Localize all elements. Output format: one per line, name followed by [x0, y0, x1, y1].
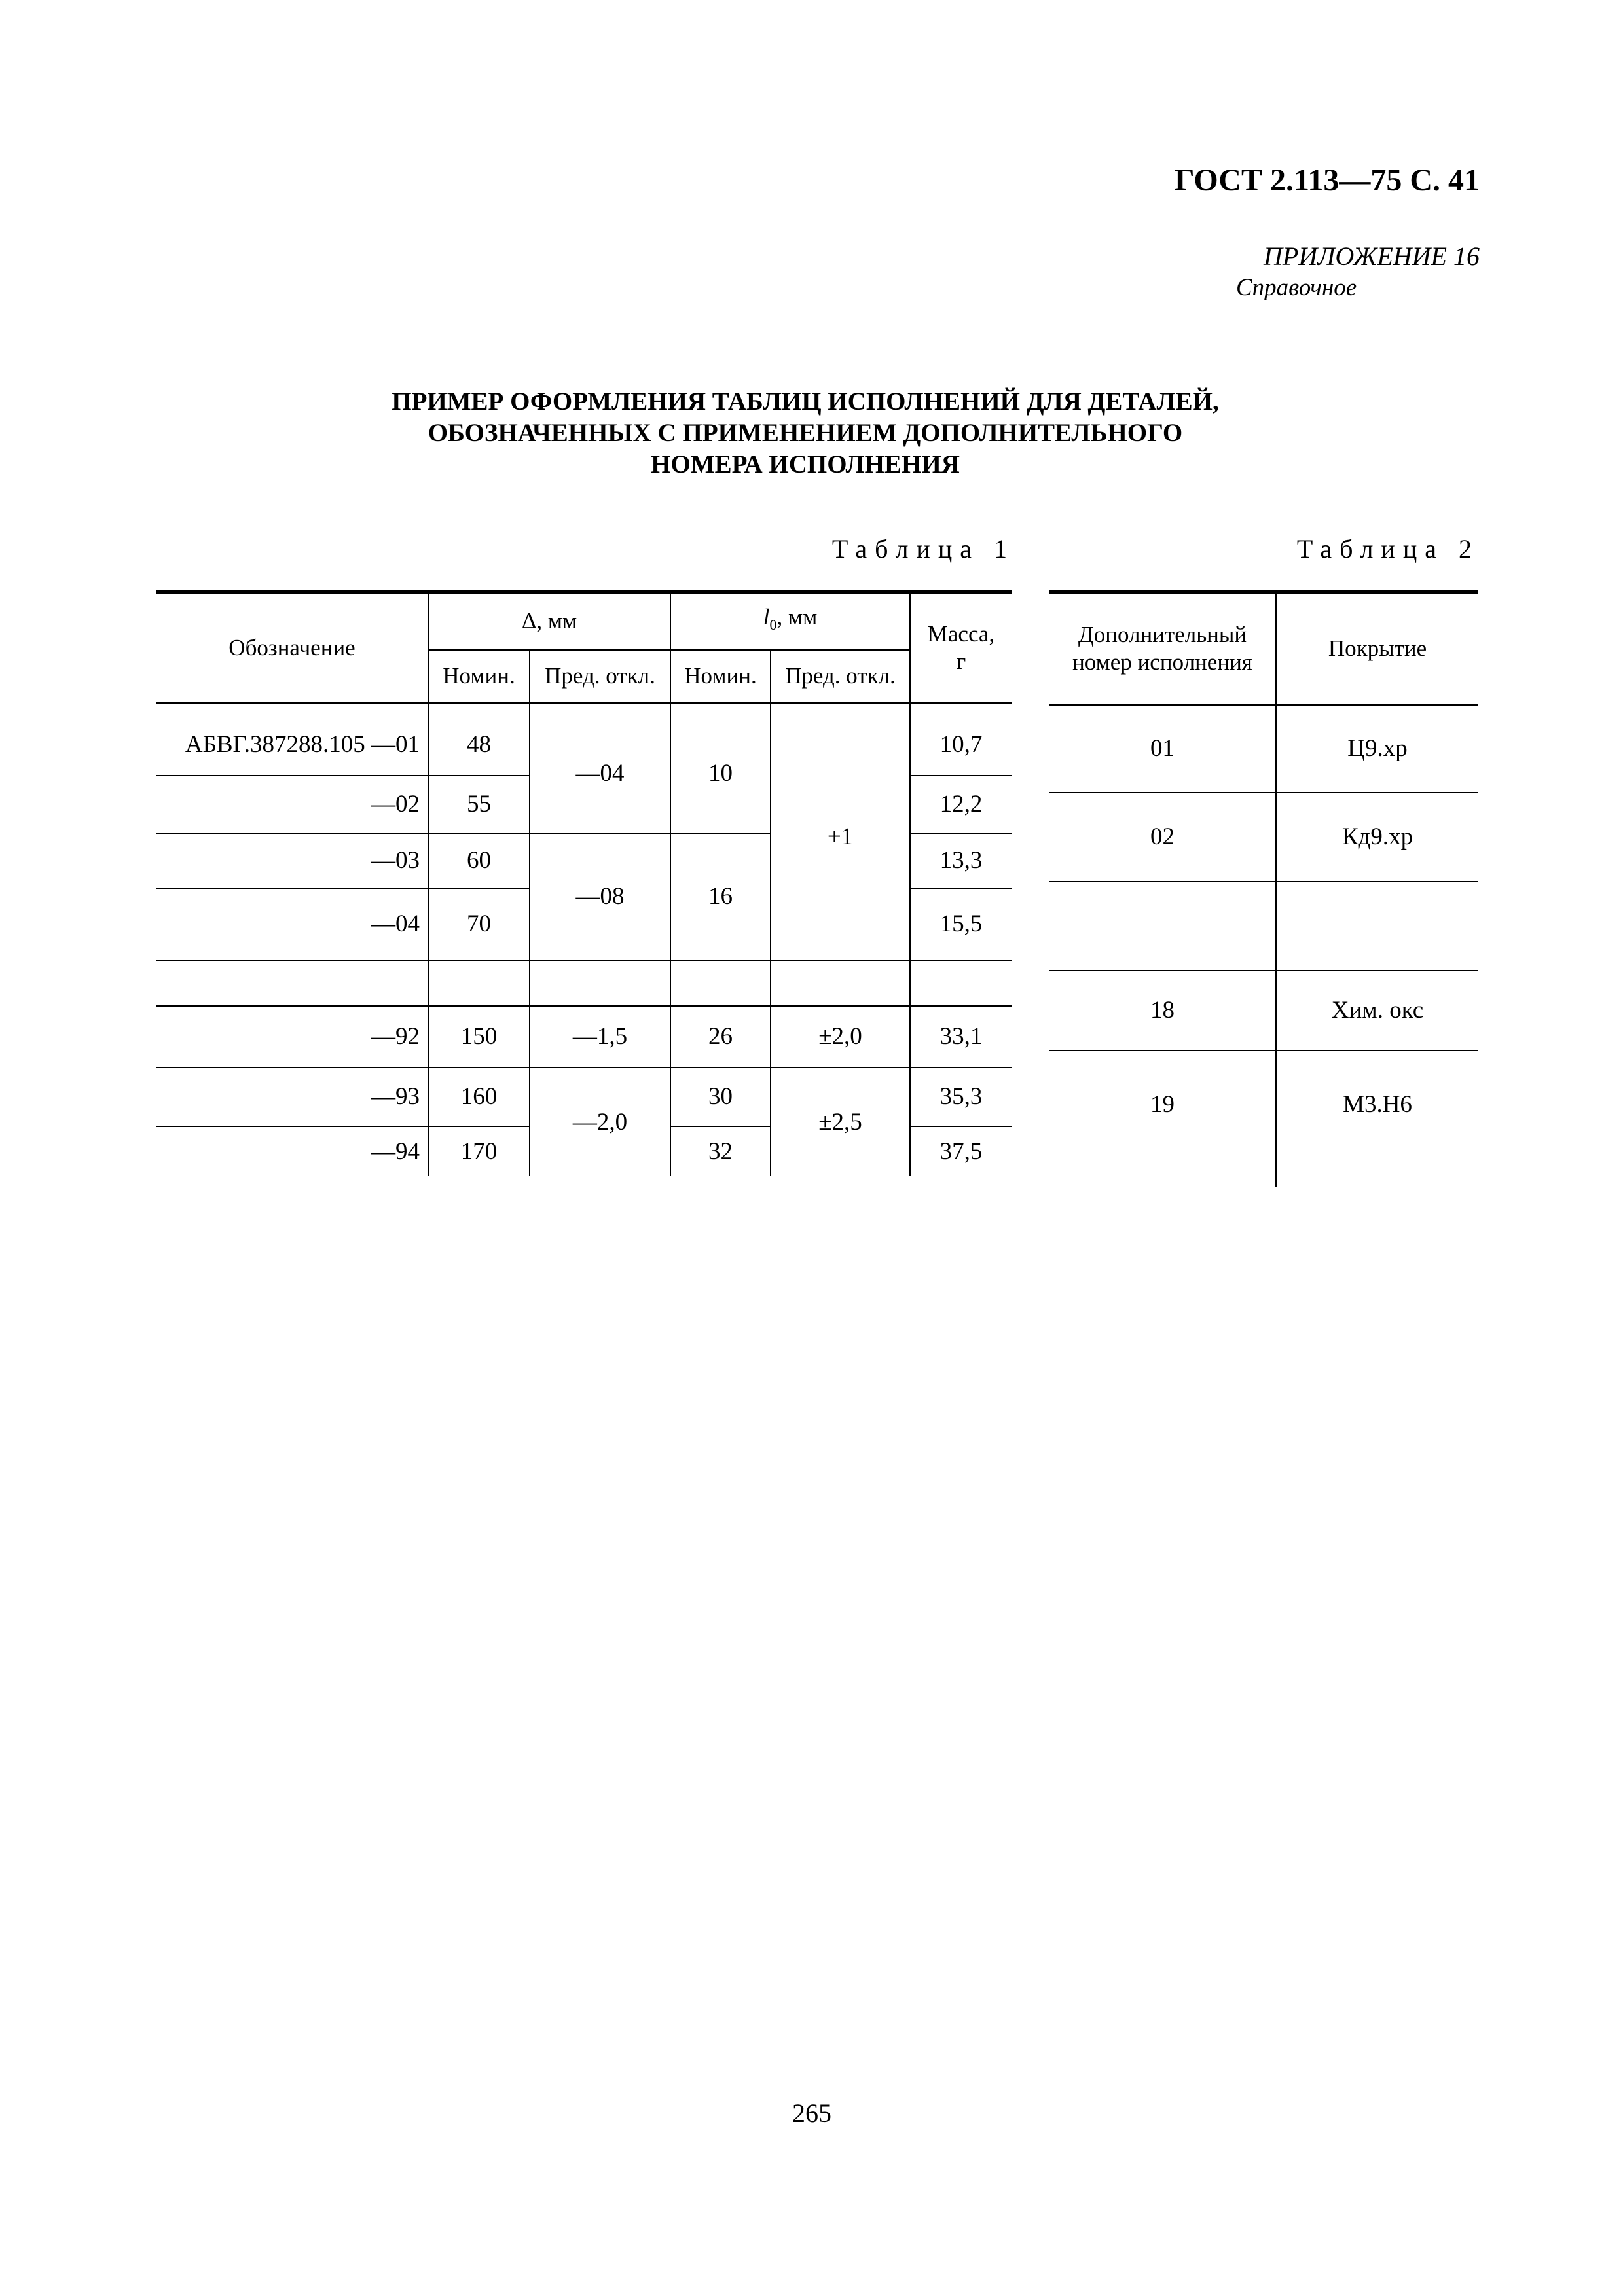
header-mass-line-2: г [956, 649, 966, 674]
table-cell-d-nom: 48 [428, 714, 530, 776]
gap-row [156, 960, 1012, 1006]
table-cell-d-nom: 160 [428, 1067, 530, 1126]
table-cell-l-tol: +1 [771, 714, 910, 960]
header-mass-line-1: Масса, [927, 621, 995, 647]
header-designation: Обозначение [156, 592, 428, 704]
table-cell-number: 01 [1049, 705, 1276, 793]
table-cell-d-tol: —08 [530, 833, 670, 960]
table-cell-d-nom: 55 [428, 776, 530, 833]
document-reference: ГОСТ 2.113—75 С. 41 [1175, 163, 1480, 198]
header-coating: Покрытие [1276, 592, 1478, 705]
header-additional-number [1049, 592, 1276, 705]
table-cell-designation: —04 [371, 910, 420, 937]
table-cell-d-tol: —04 [530, 714, 670, 833]
table-cell-l-nom: 30 [670, 1067, 771, 1126]
l-unit: , мм [776, 604, 818, 630]
appendix-type: Справочное [1236, 274, 1357, 301]
header-number-line-2: номер исполнения [1072, 649, 1252, 675]
table-cell-mass: 13,3 [910, 833, 1012, 888]
table-cell-coating: М3.Н6 [1276, 1050, 1478, 1187]
table-cell-designation: —93 [156, 1067, 428, 1126]
table2-caption: Таблица 2 [1296, 534, 1480, 564]
table-cell-mass: 37,5 [910, 1126, 1012, 1176]
page-title [216, 386, 1395, 480]
table-cell-coating: Кд9.хр [1276, 793, 1478, 882]
table-cell-mass: 33,1 [910, 1006, 1012, 1067]
table-cell-d-nom: 70 [428, 888, 530, 960]
table-cell-designation: —94 [371, 1138, 420, 1165]
table-cell-designation: —92 [156, 1006, 428, 1067]
header-delta-nom: Номин. [428, 650, 530, 704]
l-symbol: l [763, 604, 770, 630]
table-cell-designation: АБВГ.387288.105 —01 [156, 714, 428, 776]
table-cell-coating: Ц9.хр [1276, 705, 1478, 793]
header-delta-tol: Пред. откл. [530, 650, 670, 704]
header-l-nom: Номин. [670, 650, 771, 704]
title-line-3: НОМЕРА ИСПОЛНЕНИЯ [651, 450, 960, 478]
table-cell-mass: 15,5 [910, 888, 1012, 960]
table-cell-l-nom: 26 [670, 1006, 771, 1067]
header-delta: Δ, мм [428, 592, 670, 650]
table-cell-mass: 10,7 [910, 714, 1012, 776]
table-cell-mass: 35,3 [910, 1067, 1012, 1126]
table-cell-l-tol: ±2,5 [771, 1067, 910, 1176]
table1-caption: Таблица 1 [831, 534, 1015, 564]
table-cell-designation: —02 [156, 776, 428, 833]
table-cell-d-nom: 170 [428, 1126, 530, 1176]
l-subscript: 0 [769, 617, 777, 634]
table-cell-mass: 12,2 [910, 776, 1012, 833]
table-cell-number [1049, 882, 1276, 971]
table-cell-l-nom: 32 [670, 1126, 771, 1176]
appendix-label: ПРИЛОЖЕНИЕ 16 [1264, 242, 1480, 271]
table-cell-l-nom: 16 [670, 833, 771, 960]
table-cell-number: 19 [1150, 1090, 1175, 1118]
table-cell-coating: Хим. окс [1276, 971, 1478, 1050]
table-cell-d-nom: 60 [428, 833, 530, 888]
page-number: 265 [792, 2098, 831, 2128]
table-cell-coating [1276, 882, 1478, 971]
title-line-1: ПРИМЕР ОФОРМЛЕНИЯ ТАБЛИЦ ИСПОЛНЕНИЙ ДЛЯ ДЕТАЛЕЙ, [392, 387, 1219, 416]
table-cell-l-nom: 10 [670, 714, 771, 833]
table-cell-designation: —03 [156, 833, 428, 888]
execution-table-2 [1049, 590, 1478, 1187]
table-cell-number: 18 [1049, 971, 1276, 1050]
execution-table-1 [156, 590, 1012, 1176]
table-cell-d-tol: —1,5 [530, 1006, 670, 1067]
header-l0 [670, 592, 910, 650]
table-cell-d-nom: 150 [428, 1006, 530, 1067]
header-number-line-1: Дополнительный [1078, 622, 1247, 647]
table-cell-d-tol: —2,0 [530, 1067, 670, 1176]
table-cell-l-tol: ±2,0 [771, 1006, 910, 1067]
title-line-2: ОБОЗНАЧЕННЫХ С ПРИМЕНЕНИЕМ ДОПОЛНИТЕЛЬНОГО [428, 419, 1183, 447]
header-l-tol: Пред. откл. [771, 650, 910, 704]
table-cell-number: 02 [1049, 793, 1276, 882]
header-mass [910, 592, 1012, 704]
